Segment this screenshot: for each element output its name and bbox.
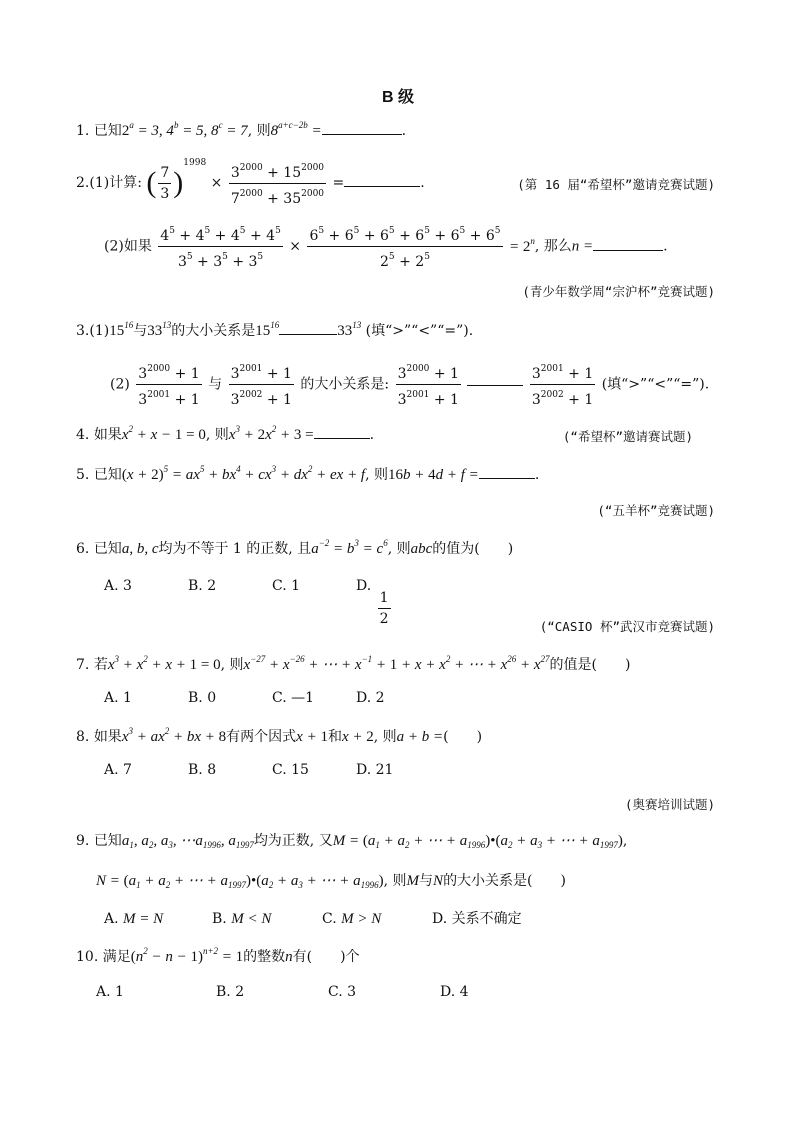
choice-c[interactable]: C. 15	[272, 762, 309, 778]
choice-a[interactable]: A. M = N	[104, 911, 164, 927]
source-note: (奥赛培训试题)	[624, 797, 715, 812]
question-7-choices	[104, 690, 440, 706]
question-4: 4. 如果$x^2 + x - 1 = 0$, 则$x^3 + 2x^2 + 3$ = .	[76, 424, 375, 443]
source-note: (青少年数学周“宗沪杯”竞赛试题)	[522, 284, 715, 299]
choice-d[interactable]: D. 关系不确定	[432, 911, 522, 927]
source-note: (第 16 届“希望杯”邀请竞赛试题)	[517, 177, 715, 192]
question-2-part-1: 2.(1)计算: ( $\frac{7}{3}$ )$^{1998}$ × $\frac{3^{2000} + 15^{2000}}{7^{2000} + 35^{2000}}$ = .	[76, 158, 425, 207]
question-number: 5.	[76, 467, 90, 483]
answer-blank[interactable]	[593, 238, 663, 251]
question-number: 7.	[76, 657, 90, 673]
answer-blank[interactable]	[479, 466, 535, 479]
question-5: 5. 已知$(x + 2)^5 = ax^5 + bx^4 + cx^3 + dx^2$ + ex + f, 则16b + 4d + f = .	[76, 464, 540, 483]
answer-blank[interactable]	[314, 426, 370, 439]
choice-a[interactable]: A. 3	[104, 578, 132, 594]
question-number: 8.	[76, 729, 90, 745]
question-2-part-2: (2)如果 $\frac{4^5 + 4^5 + 4^5 + 4^5}{3^5 + 3^5 + 3^5}$ × $\frac{6^5 + 6^5 + 6^5 + 6^5 + 6^5 + 6^5}{2^5 + 2^5}$ = $2^n$, 那么n = .	[104, 222, 668, 271]
choice-b[interactable]: B. 2	[188, 578, 217, 594]
choice-a[interactable]: A. 1	[96, 984, 124, 1000]
answer-blank[interactable]	[344, 174, 420, 187]
choice-b[interactable]: B. M < N	[212, 911, 272, 927]
choice-d[interactable]: D. 21	[356, 762, 394, 778]
question-number: 2.	[76, 175, 90, 191]
question-3-part-1: $3.(1)15^{16}$与$33^{13}$的大小关系是$15^{16}$ $33^{13}$ (填“>”“<”“=”).	[76, 320, 474, 339]
choice-c[interactable]: C. M > N	[322, 911, 382, 927]
choice-b[interactable]: B. 0	[188, 690, 217, 706]
source-note: (“CASIO 杯”武汉市竞赛试题)	[539, 619, 715, 634]
question-9-line-2: $N = (a_1 + a_2$ + ⋯ + $a_{1997})•(a_2 + a_3$ + ⋯ + $a_{1996}$), 则M与N的大小关系是( )	[96, 873, 566, 890]
source-note: (“希望杯”邀请赛试题)	[562, 429, 693, 444]
answer-blank[interactable]	[279, 322, 337, 335]
question-number: 1.	[76, 123, 90, 139]
question-number: 3.	[76, 323, 90, 339]
question-number: 4.	[76, 427, 90, 443]
choice-b[interactable]: B. 8	[188, 762, 217, 778]
question-6: 6. 已知a, b, c均为不等于 1 的正数, 且$a^{-2} = b^3 = c^6$, 则abc的值为( )	[76, 538, 514, 557]
choice-c[interactable]: C. 1	[272, 578, 301, 594]
choice-a[interactable]: A. 1	[104, 690, 132, 706]
question-10: 10. 满足$(n^2 - n - 1)^{n+2} = 1$的整数n有( )个	[76, 946, 360, 965]
question-8: 8. 如果$x^3 + ax^2$ + bx + 8有两个因式x + 1和x + 2, 则a + b =( )	[76, 726, 483, 745]
question-6-choices	[104, 578, 393, 628]
answer-blank[interactable]	[467, 384, 523, 386]
choice-b[interactable]: B. 2	[216, 984, 245, 1000]
question-number: 6.	[76, 541, 90, 557]
choice-d[interactable]: D. $\frac{1}{2}$	[356, 578, 389, 627]
question-8-choices	[104, 762, 440, 778]
question-9-choices	[104, 908, 552, 928]
question-number: 9.	[76, 833, 90, 849]
question-3-part-2: (2) $\frac{3^{2000} + 1}{3^{2001} + 1}$ 与 $\frac{3^{2001} + 1}{3^{2002} + 1}$ 的大小关系是: $\frac{3^{2000} + 1}{3^{2001} + 1}$ $\frac{3^{2001} + 1}{3^{2002} + 1}$ (填“>”“<”“=”).	[110, 360, 709, 409]
choice-c[interactable]: C. —1	[272, 690, 315, 706]
question-1: 1. 已知$2^a = 3$, $4^b = 5$, $8^c = 7$, 则$8^{a+c-2b}$ = .	[76, 120, 407, 139]
section-title: B 级	[382, 89, 415, 106]
choice-a[interactable]: A. 7	[104, 762, 132, 778]
choice-d[interactable]: D. 4	[440, 984, 469, 1000]
choice-c[interactable]: C. 3	[328, 984, 357, 1000]
source-note: (“五羊杯”竞赛试题)	[597, 503, 715, 518]
answer-blank[interactable]	[322, 122, 402, 135]
question-10-choices	[96, 984, 524, 1000]
choice-d[interactable]: D. 2	[356, 690, 385, 706]
question-7: 7. 若$x^3 + x^2 + x + 1 = 0$, 则$x^{-27} + x^{-26}$ + ⋯ + $x^{-1} + 1 + x + x^2$ + ⋯ + $x^{26} + x^{27}$的值是( )	[76, 654, 631, 673]
question-9: 9. 已知$a_1$, $a_2$, $a_3$, $\cdots a_{1996}$, $a_{1997}$均为正数, 又$M = (a_1 + a_2$ + ⋯ + $a_{1996})•(a_2 + a_3$ + ⋯ + $a_{1997}$),	[76, 833, 628, 850]
question-number: 10.	[76, 949, 99, 965]
